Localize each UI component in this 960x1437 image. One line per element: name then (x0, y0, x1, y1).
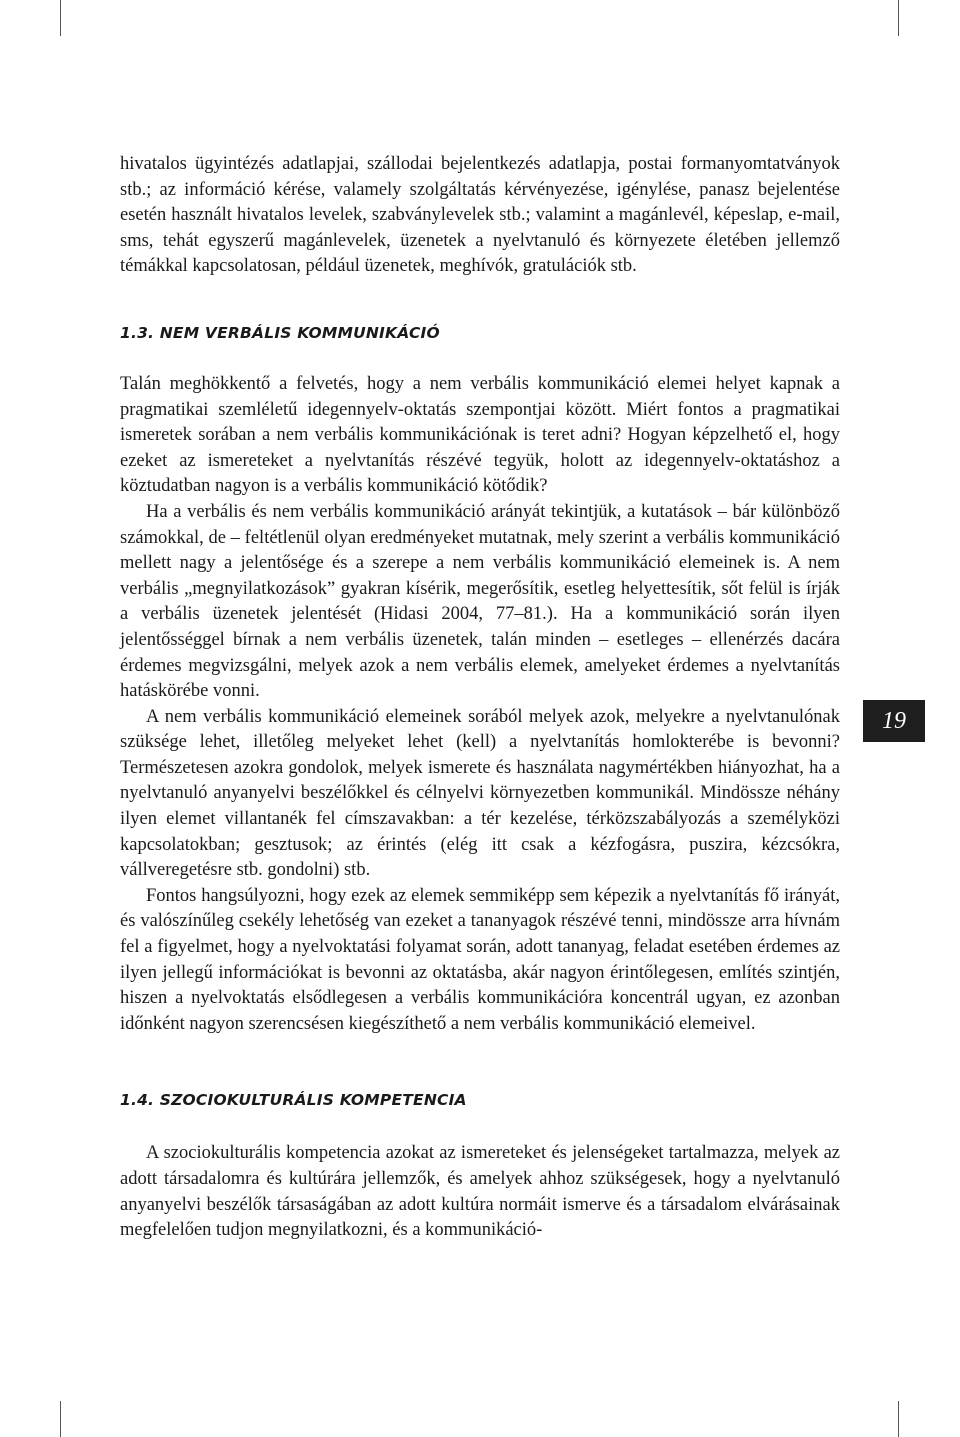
paragraph: Ha a verbális és nem verbális kommunikáció arányát tekintjük, a kutatások – bár különböző számokkal, de – feltétlenül olyan eredményeket mutatnak, mely szerint a verbális kommunikáció mellett nagy a jelentősége és a szerepe a nem verbális kommunikáció elemeinek is. A nem verbális „megnyilatkozások” gyakran kísérik, megerősítik, esetleg helyettesítik, sőt felül is írják a verbális üzenetek jelentését (Hidasi 2004, 77–81.). Ha a kommunikáció során ilyen jelentősséggel bírnak a nem verbális üzenetek, talán minden – esetleges – ellenérzés dacára érdemes megvizsgálni, melyek azok a nem verbális elemek, amelyeket érdemes a nyelvtanítás hatáskörébe vonni. (120, 501, 840, 702)
crop-mark-bottom-right (898, 1401, 899, 1437)
paragraph: Fontos hangsúlyozni, hogy ezek az elemek semmiképp sem képezik a nyelvtanítás fő irányát, és valószínűleg csekély lehetőség van ezeket a tananyagok részévé tenni, mindössze arra hívnám fel a figyelmet, hogy a nyelvoktatási folyamat során, adott tananyag, feladat esetében érdemes az ilyen jellegű információkat is bevonni az oktatásba, akár nagyon érintőlegesen, említés szintjén, hiszen a nyelvoktatás elsődlegesen a verbális kommunikációra koncentrál ugyan, ez azonban időnként nagyon szerencsésen kiegészíthető a nem verbális kommunikáció elemeivel. (120, 885, 840, 1034)
paragraph: Talán meghökkentő a felvetés, hogy a nem verbális kommunikáció elemei helyet kapnak a pragmatikai szemléletű idegennyelv-oktatás szempontjai között. Miért fontos a pragmatikai ismeretek sorában a nem verbális kommunikációnak is teret adni? Hogyan képzelhető el, hogy ezeket az ismereteket a nyelvtanítás részévé tegyük, holott az idegennyelv-oktatáshoz a köztudatban nagyon is a verbális kommunikáció kötődik? (120, 373, 840, 497)
paragraph: A nem verbális kommunikáció elemeinek sorából melyek azok, melyekre a nyelvtanulónak szüksége lehet, illetőleg melyeket lehet (kell) a nyelvtanítás homlokterébe is bevonni? Természetesen azokra gondolok, melyek ismerete és használata nagymértékben hiányozhat, ha a nyelvtanuló anyanyelvi beszélőkkel és célnyelvi környezetben kommunikál. Mindössze néhány ilyen elemet villantanék fel címszavakban: a tér kezelése, térközszabályozás a személyközi kapcsolatokban; gesztusok; az érintés (elég itt csak a kézfogásra, puszira, kézcsókra, vállveregetésre stb. gondolni) stb. (120, 706, 840, 881)
page-content (120, 152, 840, 1244)
crop-mark-bottom-left (60, 1401, 61, 1437)
section-heading-szociokulturalis: 1.4. SZOCIOKULTURÁLIS KOMPETENCIA (120, 1091, 467, 1110)
page-number-badge: 19 (863, 700, 925, 742)
paragraph: A szociokulturális kompetencia azokat az ismereteket és jelenségeket tartalmazza, melyek az adott társadalomra és kultúrára jellemzők, és amelyek ahhoz szükségesek, hogy a nyelvtanuló anyanyelvi beszélők társaságában az adott kultúra normáit ismerve és a társadalom elvárásainak megfelelően tudjon megnyilatkozni, és a kommunikáció- (120, 1143, 840, 1241)
crop-mark-top-left (60, 0, 61, 36)
section-heading-nem-verbalis: 1.3. NEM VERBÁLIS KOMMUNIKÁCIÓ (120, 323, 440, 342)
intro-paragraph: hivatalos ügyintézés adatlapjai, szállodai bejelentkezés adatlapja, postai formanyomtatványok stb.; az információ kérése, valamely szolgáltatás kérvényezése, igénylése, panasz bejelentése esetén használt hivatalos levelek, szabványlevelek stb.; valamint a magánlevél, képeslap, e-mail, sms, tehát egyszerű magánlevelek, üzenetek a nyelvtanuló és környezete életében jellemző témákkal kapcsolatosan, például üzenetek, meghívók, gratulációk stb. (120, 154, 840, 277)
crop-mark-top-right (898, 0, 899, 36)
